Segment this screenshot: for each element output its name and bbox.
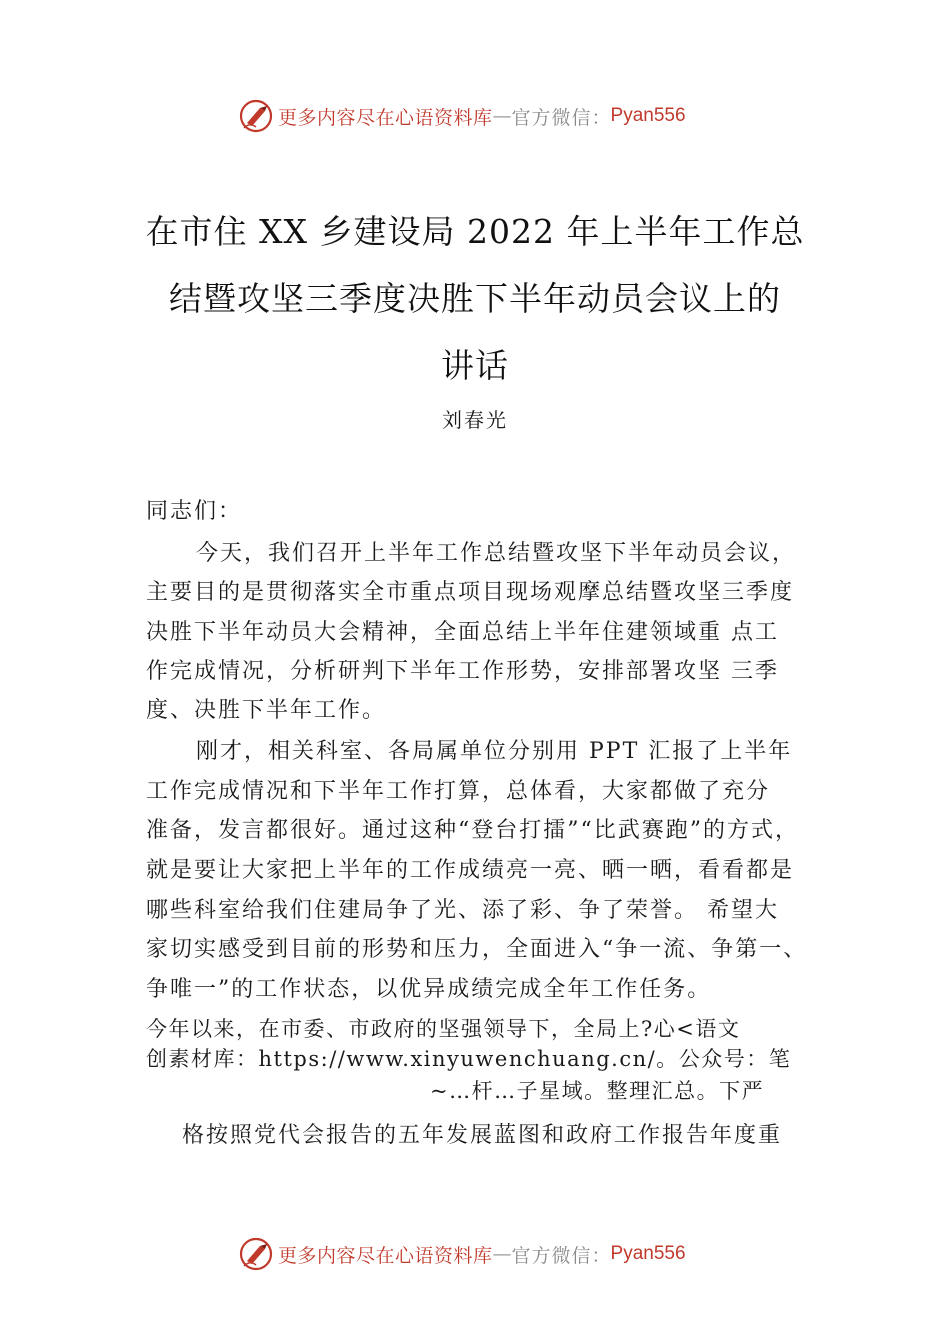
banner-wechat-label: 官方微信 <box>511 106 592 129</box>
banner-wechat-label: 官方微信 <box>511 1244 592 1267</box>
banner-separator: — <box>492 105 512 127</box>
banner-colon: ： <box>591 106 611 129</box>
doc-title-line-2: 结暨攻坚三季度决胜下半年动员会议上的 <box>169 279 781 318</box>
banner-wechat-id: Pyan556 <box>610 1243 686 1264</box>
body-line: 工作完成情况和下半年工作打算，总体看，大家都做了充分 <box>146 779 771 804</box>
body-line: 同志们： <box>146 499 243 524</box>
body-line: ~…杆…子星域。整理汇总。下严 <box>430 1079 765 1103</box>
body-line: 今天，我们召开上半年工作总结暨攻坚下半年动员会议， <box>196 541 797 566</box>
body-line: 今年以来，在市委、市政府的坚强领导下，全局上?心<语文 <box>146 1017 741 1041</box>
doc-author: 刘春光 <box>442 408 508 432</box>
banner-brand-text: 更多内容尽在心语资料库 <box>278 1244 493 1267</box>
body-line: 刚才，相关科室、各局属单位分别用 PPT 汇报了上半年 <box>196 739 793 764</box>
body-line: 家切实感受到目前的形势和压力，全面进入“争一流、争第一、 <box>146 937 808 962</box>
body-line: 准备，发言都很好。通过这种“登台打擂”“比武赛跑”的方式， <box>146 818 799 843</box>
body-line: 就是要让大家把上半年的工作成绩亮一亮、晒一晒，看看都是 <box>146 858 795 883</box>
body-line: 作完成情况，分析研判下半年工作形势，安排部署攻坚 三季 <box>146 659 779 684</box>
body-line: 哪些科室给我们住建局争了光、添了彩、争了荣誉。 希望大 <box>146 898 779 923</box>
body-line: 争唯一”的工作状态，以优异成绩完成全年工作任务。 <box>146 977 712 1002</box>
doc-title-line-3: 讲话 <box>441 346 509 385</box>
brand-logo-icon <box>238 1236 274 1272</box>
banner-colon: ： <box>591 1244 611 1267</box>
body-line: 度、决胜下半年工作。 <box>146 698 387 723</box>
brand-logo-icon <box>238 98 274 134</box>
body-line: 创素材库：https://www.xinyuwenchuang.cn/。公众号：笔 <box>146 1047 792 1071</box>
banner-wechat-id: Pyan556 <box>610 105 686 126</box>
body-line: 格按照党代会报告的五年发展蓝图和政府工作报告年度重 <box>182 1123 783 1148</box>
header-banner <box>0 96 950 136</box>
body-line: 决胜下半年动员大会精神，全面总结上半年住建领域重 点工 <box>146 620 779 645</box>
body-line: 主要目的是贯彻落实全市重点项目现场观摩总结暨攻坚三季度 <box>146 580 795 605</box>
footer-banner <box>0 1234 950 1274</box>
banner-separator: — <box>492 1243 512 1265</box>
doc-title-line-1: 在市住 XX 乡建设局 2022 年上半年工作总 <box>145 212 805 251</box>
banner-brand-text: 更多内容尽在心语资料库 <box>278 106 493 129</box>
